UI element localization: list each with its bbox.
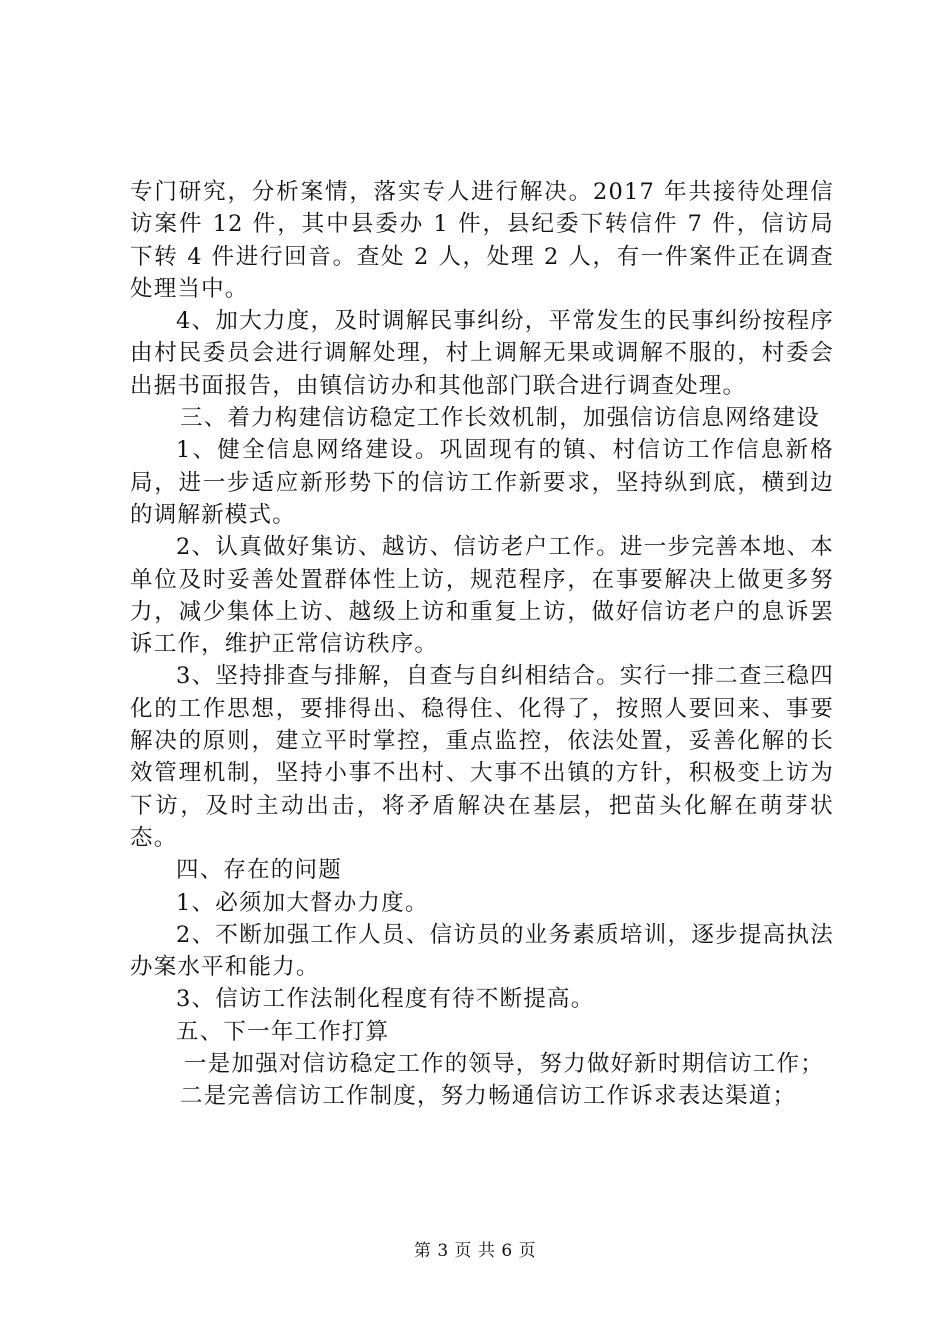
section-heading: 五、下一年工作打算 xyxy=(176,1018,390,1045)
paragraph: 二是完善信访工作制度，努力畅通信访工作诉求表达渠道； xyxy=(180,1083,797,1110)
section-heading: 四、存在的问题 xyxy=(176,857,342,884)
paragraph: 4、加大力度，及时调解民事纠纷，平常发生的民事纠纷按程序由村民委员会进行调解处理，村上调解无果或调解不服的，村委会出据书面报告，由镇信访办和其他部门联合进行调查处理。 xyxy=(130,308,834,399)
paragraph: 2、不断加强工作人员、信访员的业务素质培训，逐步提高执法办案水平和能力。 xyxy=(130,921,834,981)
paragraph: 1、健全信息网络建设。巩固现有的镇、村信访工作信息新格局，进一步适应新形势下的信访工作新要求，坚持纵到底，横到边的调解新模式。 xyxy=(130,437,834,528)
page-number-footer: 第 3 页 共 6 页 xyxy=(413,1241,537,1261)
paragraph: 一是加强对信访稳定工作的领导，努力做好新时期信访工作； xyxy=(184,1051,824,1078)
paragraph: 1、必须加大督办力度。 xyxy=(176,889,429,916)
paragraph: 专门研究，分析案情，落实专人进行解决。2017 年共接待处理信访案件 12 件，其中县委办 1 件，县纪委下转信件 7 件，信访局下转 4 件进行回音。查处 2 人，处理 2 人，有一件案件正在调查处理当中。 xyxy=(130,179,834,302)
paragraph: 2、认真做好集访、越访、信访老户工作。进一步完善本地、本单位及时妥善处置群体性上访，规范程序，在事要解决上做更多努力，减少集体上访、越级上访和重复上访，做好信访老户的息诉罢诉工作，维护正常信访秩序。 xyxy=(130,534,834,658)
section-heading: 三、着力构建信访稳定工作长效机制，加强信访信息网络建设 xyxy=(180,405,820,432)
paragraph: 3、信访工作法制化程度有待不断提高。 xyxy=(176,986,595,1013)
paragraph: 3、坚持排查与排解，自查与自纠相结合。实行一排二查三稳四化的工作思想，要排得出、稳得住、化得了，按照人要回来、事要解决的原则，建立平时掌控，重点监控，依法处置，妥善化解的长效管理机制，坚持小事不出村、大事不出镇的方针，积极变上访为下访，及时主动出击，将矛盾解决在基层，把苗头化解在萌芽状态。 xyxy=(130,663,834,851)
document-body xyxy=(130,176,834,1113)
